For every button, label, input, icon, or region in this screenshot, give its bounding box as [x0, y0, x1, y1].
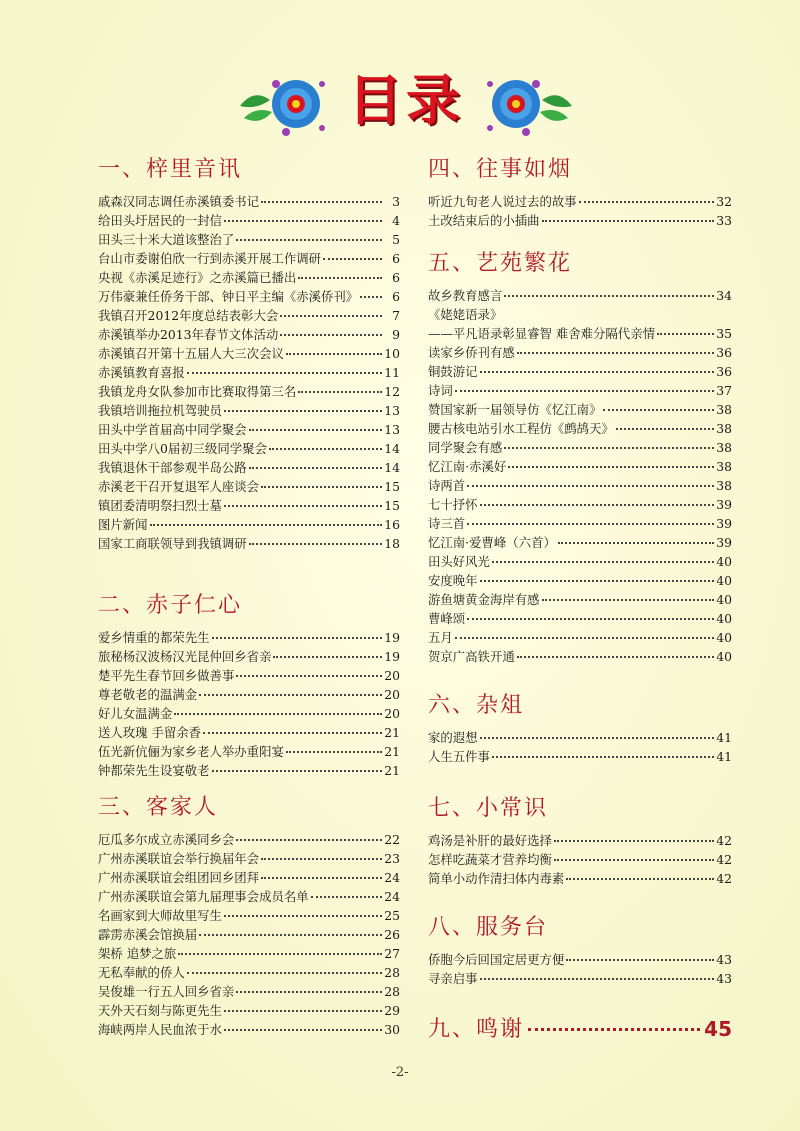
entry-title: 爱乡情重的都荣先生	[98, 630, 210, 645]
entry-title: 家的遐想	[428, 730, 478, 745]
dot-leader	[492, 755, 714, 758]
section-1	[98, 156, 400, 553]
page-ref: 28	[384, 965, 400, 980]
toc-entry	[428, 495, 732, 514]
page-ref: 7	[392, 308, 400, 323]
entry-title: 故乡教育感言	[428, 288, 503, 303]
toc-entry	[428, 850, 732, 869]
entry-title: 赤溪老干召开复退军人座谈会	[98, 479, 260, 494]
title-banner	[236, 66, 576, 144]
dot-leader	[224, 409, 382, 412]
toc-entry	[98, 685, 400, 704]
dot-leader	[480, 579, 714, 582]
entry-title: 万伟豪兼任侨务干部、钟日平主编《赤溪侨刊》	[98, 289, 359, 304]
dot-leader	[542, 598, 714, 601]
entry-title: 给田头圩居民的一封信	[98, 213, 222, 228]
dot-leader	[249, 466, 382, 469]
toc-entry	[428, 438, 732, 457]
toc-entry	[428, 950, 732, 969]
toc-entry	[428, 969, 732, 988]
toc-entry	[98, 420, 400, 439]
toc-entry	[98, 211, 400, 230]
toc-entry	[98, 344, 400, 363]
dot-leader	[280, 314, 382, 317]
section-6	[428, 692, 732, 766]
entry-list	[98, 192, 400, 553]
page-ref: 15	[384, 479, 400, 494]
toc-entry	[98, 401, 400, 420]
section-9-acknowledgement	[428, 1012, 732, 1042]
page-ref: 6	[392, 270, 400, 285]
entry-title: 名画家到大师故里写生	[98, 908, 222, 923]
page-ref: 38	[716, 459, 732, 474]
toc-entry	[428, 211, 732, 230]
page-ref: 38	[716, 402, 732, 417]
entry-title: 赤溪镇召开第十五届人大三次会议	[98, 346, 284, 361]
dot-leader	[554, 858, 714, 861]
toc-entry	[98, 925, 400, 944]
dot-leader	[467, 617, 714, 620]
entry-title: 腰古核电站引水工程仿《鹧鸪天》	[428, 421, 614, 436]
entry-title: 诗两首	[428, 478, 466, 493]
entry-title: 田头好风光	[428, 554, 490, 569]
entry-title: 天外天石刻与陈更先生	[98, 1003, 222, 1018]
page-ref: 19	[384, 649, 400, 664]
dot-leader	[360, 295, 382, 298]
page-ref: 38	[716, 440, 732, 455]
page-ref: 37	[716, 383, 732, 398]
toc-entry	[98, 742, 400, 761]
page-ref: 10	[384, 346, 400, 361]
entry-title: 侨胞今后回国定居更方便	[428, 952, 565, 967]
dot-leader	[528, 1028, 700, 1031]
entry-title: 诗三首	[428, 516, 466, 531]
entry-title: 吴俊雄一行五人回乡省亲	[98, 984, 235, 999]
toc-entry	[98, 849, 400, 868]
page-ref: 30	[384, 1022, 400, 1037]
toc-entry	[98, 363, 400, 382]
dot-leader	[236, 838, 382, 841]
entry-title: 我镇召开2012年度总结表彰大会	[98, 308, 279, 323]
page-title: 目录	[348, 69, 464, 132]
toc-entry	[98, 963, 400, 982]
section-title: 九、鸣谢	[428, 1017, 525, 1042]
toc-entry	[98, 458, 400, 477]
toc-entry	[98, 887, 400, 906]
toc-entry	[98, 230, 400, 249]
section-title: 三、客家人	[98, 795, 219, 820]
page-ref: 36	[716, 345, 732, 360]
dot-leader	[236, 674, 382, 677]
page-ref: 39	[716, 516, 732, 531]
entry-title: 忆江南·赤溪好	[428, 459, 507, 474]
entry-title: 厄瓜多尔成立赤溪同乡会	[98, 832, 235, 847]
toc-entry	[98, 477, 400, 496]
page-ref: 21	[384, 763, 400, 778]
toc-entry	[428, 324, 732, 343]
page-ref: 41	[716, 749, 732, 764]
section-title: 八、服务台	[428, 915, 549, 940]
page-ref: 43	[716, 971, 732, 986]
entry-title: 五月	[428, 630, 453, 645]
page-ref: 16	[384, 517, 400, 532]
entry-title: 贺京广高铁开通	[428, 649, 515, 664]
page-ref: 29	[384, 1003, 400, 1018]
dot-leader	[455, 389, 714, 392]
page-ref: 20	[384, 687, 400, 702]
page-ref: 40	[716, 630, 732, 645]
dot-leader	[566, 877, 714, 880]
page-ref: 39	[716, 497, 732, 512]
toc-entry	[428, 831, 732, 850]
toc-entry	[428, 381, 732, 400]
toc-entry	[98, 306, 400, 325]
entry-title: 曹峰颂	[428, 611, 466, 626]
entry-list	[98, 830, 400, 1039]
toc-entry	[428, 457, 732, 476]
entry-title: 广州赤溪联谊会组团回乡团拜	[98, 870, 260, 885]
entry-title: 田头中学八0届初三级同学聚会	[98, 441, 267, 456]
toc-entry	[98, 723, 400, 742]
entry-title: 七十抒怀	[428, 497, 478, 512]
entry-title: 楚平先生春节回乡做善事	[98, 668, 235, 683]
toc-entry	[98, 1020, 400, 1039]
entry-title: 戚森汉同志调任赤溪镇委书记	[98, 194, 260, 209]
entry-title: 《姥姥语录》	[428, 307, 503, 322]
dot-leader	[492, 560, 714, 563]
dot-leader	[150, 523, 382, 526]
section-7	[428, 795, 732, 888]
page-ref: 20	[384, 706, 400, 721]
dot-leader	[224, 1028, 382, 1031]
dot-leader	[542, 219, 714, 222]
entry-title: 我镇培训拖拉机驾驶员	[98, 403, 222, 418]
dot-leader	[657, 332, 714, 335]
entry-title: 无私奉献的侨人	[98, 965, 185, 980]
page-ref: 45	[704, 1017, 732, 1041]
toc-entry	[428, 647, 732, 666]
page-ref: 36	[716, 364, 732, 379]
toc-entry	[428, 571, 732, 590]
dot-leader	[517, 655, 714, 658]
dot-leader	[566, 958, 714, 961]
page-ref: 24	[384, 870, 400, 885]
page-ref: 40	[716, 611, 732, 626]
dot-leader	[203, 731, 382, 734]
page-ref: 15	[384, 498, 400, 513]
dot-leader	[212, 769, 382, 772]
entry-title: 人生五件事	[428, 749, 490, 764]
toc-entry	[428, 552, 732, 571]
dot-leader	[480, 736, 714, 739]
dot-leader	[249, 428, 382, 431]
dot-leader	[286, 750, 382, 753]
toc-entry	[428, 747, 732, 766]
page-ref: 33	[716, 213, 732, 228]
page-ref: 39	[716, 535, 732, 550]
dot-leader	[187, 971, 382, 974]
entry-title: 旅秘杨汉波杨汉光昆仲回乡省亲	[98, 649, 272, 664]
dot-leader	[298, 390, 382, 393]
toc-entry	[428, 590, 732, 609]
toc-entry	[98, 704, 400, 723]
section-title: 一、梓里音讯	[98, 157, 243, 182]
entry-title: 我镇退休干部参观半岛公路	[98, 460, 247, 475]
entry-list	[428, 831, 732, 888]
entry-title: 尊老敬老的温满金	[98, 687, 198, 702]
entry-list	[428, 728, 732, 766]
entry-list	[428, 286, 732, 666]
page-ref: 42	[716, 852, 732, 867]
page-ref: 32	[716, 194, 732, 209]
entry-title: 海峡两岸人民血浓于水	[98, 1022, 222, 1037]
dot-leader	[558, 541, 714, 544]
toc-entry	[98, 868, 400, 887]
page-ref: 9	[392, 327, 400, 342]
entry-title: 镇团委清明祭扫烈士墓	[98, 498, 222, 513]
dot-leader	[616, 427, 714, 430]
dot-leader	[273, 655, 382, 658]
page-ref: 42	[716, 871, 732, 886]
page-ref: 41	[716, 730, 732, 745]
page-ref: 28	[384, 984, 400, 999]
dot-leader	[178, 952, 382, 955]
entry-title: 送人玫瑰 手留余香	[98, 725, 202, 740]
dot-leader	[480, 503, 714, 506]
page-number: -2-	[391, 1065, 409, 1080]
page-ref: 21	[384, 744, 400, 759]
page-ref: 6	[392, 289, 400, 304]
entry-title: 图片新闻	[98, 517, 148, 532]
section-title: 六、杂俎	[428, 693, 525, 718]
dot-leader	[261, 857, 382, 860]
right-flower-icon	[480, 66, 576, 144]
entry-title: 听近九旬老人说过去的故事	[428, 194, 577, 209]
page-ref: 34	[716, 288, 732, 303]
dot-leader	[187, 371, 382, 374]
entry-title: 伍光新伉俪为家乡老人举办重阳宴	[98, 744, 284, 759]
dot-leader	[480, 370, 714, 373]
page-ref: 14	[384, 460, 400, 475]
toc-entry	[428, 609, 732, 628]
dot-leader	[517, 351, 714, 354]
entry-title: 赤溪镇教育喜报	[98, 365, 185, 380]
toc-entry	[428, 728, 732, 747]
section-4	[428, 156, 732, 230]
page-ref: 14	[384, 441, 400, 456]
dot-leader	[603, 408, 714, 411]
entry-title: 钟都荣先生设宴敬老	[98, 763, 210, 778]
dot-leader	[311, 895, 382, 898]
dot-leader	[455, 636, 714, 639]
page-ref: 26	[384, 927, 400, 942]
entry-title: 安度晚年	[428, 573, 478, 588]
dot-leader	[298, 276, 382, 279]
entry-title: 读家乡侨刊有感	[428, 345, 515, 360]
page-ref: 5	[392, 232, 400, 247]
entry-title: 简单小动作清扫体内毒素	[428, 871, 565, 886]
toc-entry	[428, 419, 732, 438]
dot-leader	[224, 1009, 382, 1012]
entry-title: 我镇龙舟女队参加市比赛取得第三名	[98, 384, 297, 399]
toc-entry	[98, 1001, 400, 1020]
section-title: 七、小常识	[428, 796, 549, 821]
toc-entry	[428, 514, 732, 533]
dot-leader	[224, 219, 382, 222]
page-ref: 21	[384, 725, 400, 740]
page-ref: 24	[384, 889, 400, 904]
entry-title: 土改结束后的小插曲	[428, 213, 540, 228]
section-title: 五、艺苑繁花	[428, 251, 573, 276]
toc-entry	[98, 249, 400, 268]
dot-leader	[199, 693, 382, 696]
toc-entry	[98, 666, 400, 685]
entry-title: 鸡汤是补肝的最好选择	[428, 833, 552, 848]
entry-list	[428, 192, 732, 230]
entry-title: ——平凡语录彰显睿智 难舍难分隔代亲情	[428, 326, 655, 341]
dot-leader	[579, 200, 714, 203]
toc-entry	[428, 362, 732, 381]
entry-title: 怎样吃蔬菜才营养均衡	[428, 852, 552, 867]
section-3	[98, 794, 400, 1039]
toc-entry	[428, 869, 732, 888]
entry-title: 铜鼓游记	[428, 364, 478, 379]
dot-leader	[261, 200, 382, 203]
dot-leader	[212, 636, 382, 639]
page-ref: 38	[716, 478, 732, 493]
page-ref: 6	[392, 251, 400, 266]
entry-title: 赞国家新一届领导仿《忆江南》	[428, 402, 602, 417]
page-ref: 19	[384, 630, 400, 645]
dot-leader	[236, 990, 382, 993]
dot-leader	[224, 914, 382, 917]
toc-entry	[98, 439, 400, 458]
page-ref: 43	[716, 952, 732, 967]
toc-entry	[98, 944, 400, 963]
entry-title: 台山市委谢伯欣一行到赤溪开展工作调研	[98, 251, 322, 266]
toc-entry	[98, 192, 400, 211]
dot-leader	[236, 238, 382, 241]
dot-leader	[286, 352, 382, 355]
page-ref: 27	[384, 946, 400, 961]
toc-entry	[98, 628, 400, 647]
entry-title: 田头三十米大道该整治了	[98, 232, 235, 247]
page-ref: 25	[384, 908, 400, 923]
page-ref: 20	[384, 668, 400, 683]
entry-title: 霹雳赤溪会馆换届	[98, 927, 198, 942]
entry-title: 国家工商联领导到我镇调研	[98, 536, 247, 551]
toc-entry	[428, 400, 732, 419]
entry-title: 寻亲启事	[428, 971, 478, 986]
dot-leader	[508, 465, 714, 468]
page-ref: 18	[384, 536, 400, 551]
page-ref: 13	[384, 403, 400, 418]
dot-leader	[261, 876, 382, 879]
dot-leader	[467, 522, 714, 525]
toc-entry	[98, 287, 400, 306]
toc-entry	[428, 533, 732, 552]
left-flower-icon	[236, 66, 332, 144]
toc-entry	[98, 761, 400, 780]
toc-entry	[98, 830, 400, 849]
dot-leader	[480, 977, 714, 980]
page-ref: 40	[716, 592, 732, 607]
dot-leader	[504, 294, 714, 297]
page-ref: 12	[384, 384, 400, 399]
entry-title: 好儿女温满金	[98, 706, 173, 721]
page-ref: 38	[716, 421, 732, 436]
page-ref: 40	[716, 649, 732, 664]
entry-title: 央视《赤溪足迹行》之赤溪篇已播出	[98, 270, 297, 285]
page-ref: 11	[384, 365, 400, 380]
section-title: 二、赤子仁心	[98, 593, 243, 618]
page-ref: 23	[384, 851, 400, 866]
section-title: 四、往事如烟	[428, 157, 573, 182]
dot-leader	[504, 446, 714, 449]
entry-list	[428, 950, 732, 988]
dot-leader	[249, 542, 382, 545]
dot-leader	[323, 257, 382, 260]
toc-entry	[428, 628, 732, 647]
entry-list	[98, 628, 400, 780]
entry-title: 田头中学首届高中同学聚会	[98, 422, 247, 437]
toc-entry	[98, 534, 400, 553]
dot-leader	[174, 712, 382, 715]
entry-title: 广州赤溪联谊会举行换届年会	[98, 851, 260, 866]
page-ref: 3	[392, 194, 400, 209]
page-ref: 22	[384, 832, 400, 847]
entry-title: 架桥 追梦之旅	[98, 946, 177, 961]
dot-leader	[280, 333, 382, 336]
toc-entry	[428, 343, 732, 362]
section-2	[98, 592, 400, 780]
toc-entry	[98, 982, 400, 1001]
section-5	[428, 250, 732, 666]
page-ref: 13	[384, 422, 400, 437]
entry-title: 赤溪镇举办2013年春节文体活动	[98, 327, 279, 342]
dot-leader	[554, 839, 714, 842]
toc-entry	[98, 515, 400, 534]
toc-entry	[428, 192, 732, 211]
dot-leader	[261, 485, 382, 488]
entry-title: 诗词	[428, 383, 453, 398]
entry-title: 同学聚会有感	[428, 440, 503, 455]
dot-leader	[199, 933, 382, 936]
toc-entry	[98, 647, 400, 666]
toc-entry	[98, 325, 400, 344]
toc-entry	[98, 496, 400, 515]
entry-title: 广州赤溪联谊会第九届理事会成员名单	[98, 889, 309, 904]
section-8	[428, 914, 732, 988]
page-ref: 42	[716, 833, 732, 848]
page-ref: 35	[716, 326, 732, 341]
toc-entry	[428, 305, 732, 324]
toc-entry	[428, 286, 732, 305]
page-ref: 40	[716, 573, 732, 588]
entry-title: 游鱼塘黄金海岸有感	[428, 592, 540, 607]
dot-leader	[224, 504, 382, 507]
entry-title: 忆江南·爱曹峰（六首）	[428, 535, 556, 550]
dot-leader	[467, 484, 714, 487]
toc-entry	[98, 268, 400, 287]
dot-leader	[269, 447, 382, 450]
page-ref: 40	[716, 554, 732, 569]
toc-entry	[98, 906, 400, 925]
page-ref: 4	[392, 213, 400, 228]
toc-entry	[428, 476, 732, 495]
toc-entry	[98, 382, 400, 401]
